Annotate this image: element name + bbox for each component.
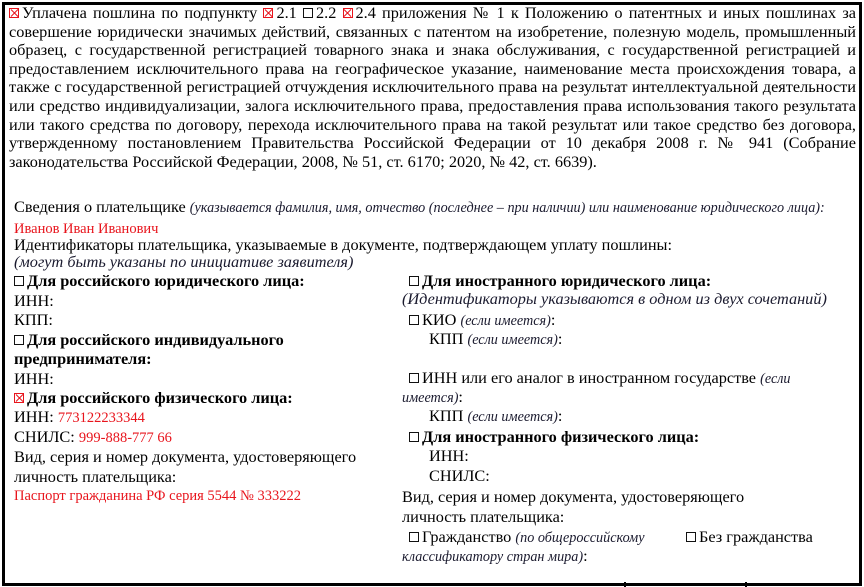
ru-person-snils-label: СНИЛС:	[14, 427, 75, 446]
inn-analog-checkbox[interactable]	[409, 373, 419, 383]
ru-person-doc-label-cont: личность плательщика:	[14, 467, 177, 486]
identifiers-label: Идентификаторы плательщика, указываемые в документе, подтверждающем уплату пошлины:	[14, 235, 673, 254]
foreign-legal-hint: (Идентификаторы указываются в одном из двух сочетаний)	[402, 289, 827, 308]
inn-analog-if-any: (если	[760, 371, 791, 387]
ru-person-doc-label: Вид, серия и номер документа, удостоверяющего	[14, 447, 357, 466]
citizenship-checkbox[interactable]	[409, 532, 419, 542]
ru-legal-checkbox[interactable]	[14, 276, 24, 286]
stateless-row	[686, 527, 813, 546]
ru-person-doc-value[interactable]: Паспорт гражданина РФ серия 5544 № 333222	[14, 488, 302, 504]
inn-analog-if-any-cont: имеется)	[402, 390, 459, 406]
foreign-legal-header	[409, 271, 711, 290]
foreign-kpp-row-2	[429, 406, 562, 427]
kio-if-any: (если имеется)	[460, 313, 551, 329]
table-divider	[624, 582, 626, 587]
inn-analog-label: ИНН или его аналог в иностранном государстве	[422, 368, 757, 387]
kio-row	[409, 310, 555, 331]
ru-ip-inn-label: ИНН:	[14, 369, 54, 388]
foreign-legal-title: Для иностранного юридического лица:	[422, 271, 712, 290]
subparagraph-2-4-checkbox[interactable]	[343, 8, 353, 18]
payer-hint: (указывается фамилия, имя, отчество (последнее – при наличии) или наименование юридического лица):	[189, 200, 825, 216]
fee-legal-text: приложения № 1 к Положению о патентных и иных пошлинах за совершение юридически значимых действий, связанных с патентом на изобретение, полезную модель, промышленный образец, с государственной регистрацией товарного знака и знака обслуживания, с государственной регистрацией и предоставлением исключительного права на географическое указание, наименование места происхождения товара, а также с государственной регистрацией отчуждения исключительного права на результат интеллектуальной деятельности или средство индивидуализации, залога исключительного права, предоставления права использования такого результата или такого средства по договору, перехода исключительного права на такой результат или такое средство без договора, утвержденному постановлением Правительства Российской Федерации от 10 декабря 2008 г. № 941 (Собрание законодательства Российской Федерации, 2008, № 51, ст. 6170; 2020, № 42, ст. 6639).	[9, 3, 856, 171]
kpp-if-any: (если имеется)	[467, 332, 558, 348]
citizenship-hint: (по общероссийскому	[515, 530, 645, 546]
foreign-legal-checkbox[interactable]	[409, 276, 419, 286]
payer-label: Сведения о плательщике	[14, 197, 186, 216]
foreign-person-snils-label: СНИЛС:	[429, 466, 490, 485]
ru-ip-title-cont: предпринимателя:	[14, 349, 152, 368]
foreign-person-header	[409, 427, 699, 446]
subparagraph-2-4-label: 2.4	[355, 3, 376, 22]
citizenship-hint-cont: классификатору стран мира)	[402, 549, 584, 565]
stateless-label: Без гражданства	[699, 527, 813, 546]
payer-name-value[interactable]: Иванов Иван Иванович	[14, 221, 159, 237]
ru-person-checkbox[interactable]	[14, 393, 24, 403]
colon: :	[557, 329, 563, 348]
ru-person-header	[14, 388, 293, 407]
foreign-person-title: Для иностранного физического лица:	[422, 427, 700, 446]
ru-legal-inn-label: ИНН:	[14, 291, 54, 310]
colon: :	[583, 546, 588, 565]
kpp-label: КПП	[429, 406, 464, 425]
ru-ip-checkbox[interactable]	[14, 335, 24, 345]
ru-person-snils	[14, 427, 172, 448]
fee-lead: Уплачена пошлина по подпункту	[22, 3, 258, 22]
ru-person-title: Для российского физического лица:	[27, 388, 293, 407]
ru-legal-title: Для российского юридического лица:	[27, 271, 305, 290]
colon: :	[550, 310, 556, 329]
inn-analog-row	[409, 368, 791, 389]
payer-section	[14, 197, 856, 239]
ru-person-inn-label: ИНН:	[14, 407, 54, 426]
foreign-person-checkbox[interactable]	[409, 432, 419, 442]
stateless-checkbox[interactable]	[686, 532, 696, 542]
kpp-if-any: (если имеется)	[467, 409, 558, 425]
identifiers-hint: (могут быть указаны по инициативе заявителя)	[14, 252, 354, 271]
ru-legal-header	[14, 271, 305, 290]
colon: :	[458, 387, 463, 406]
ru-legal-kpp-label: КПП:	[14, 310, 53, 329]
subparagraph-2-1-checkbox[interactable]	[263, 8, 273, 18]
ru-person-snils-value[interactable]: 999-888-777 66	[78, 430, 172, 446]
ru-person-inn	[14, 407, 145, 428]
table-divider	[745, 582, 747, 587]
foreign-person-doc-label-cont: личность плательщика:	[402, 507, 565, 526]
ru-ip-title: Для российского индивидуального	[27, 330, 284, 349]
colon: :	[557, 406, 563, 425]
subparagraph-2-1-label: 2.1	[276, 3, 297, 22]
subparagraph-2-2-label: 2.2	[315, 3, 337, 22]
inn-analog-row-cont	[402, 387, 463, 408]
subparagraph-2-2-checkbox[interactable]	[303, 8, 313, 18]
citizenship-row	[409, 527, 645, 548]
foreign-kpp-row-1	[429, 329, 562, 350]
kio-checkbox[interactable]	[409, 315, 419, 325]
kpp-label: КПП	[429, 329, 464, 348]
citizenship-row-cont	[402, 546, 588, 567]
ru-ip-header	[14, 330, 284, 349]
ru-person-inn-value[interactable]: 773122233344	[57, 410, 145, 426]
fee-paid-checkbox[interactable]	[9, 8, 19, 18]
foreign-person-inn-label: ИНН:	[429, 446, 469, 465]
kio-label: КИО	[422, 310, 457, 329]
foreign-person-doc-label: Вид, серия и номер документа, удостоверяющего	[402, 487, 745, 506]
fee-paragraph	[9, 4, 856, 171]
citizenship-label: Гражданство	[422, 527, 512, 546]
